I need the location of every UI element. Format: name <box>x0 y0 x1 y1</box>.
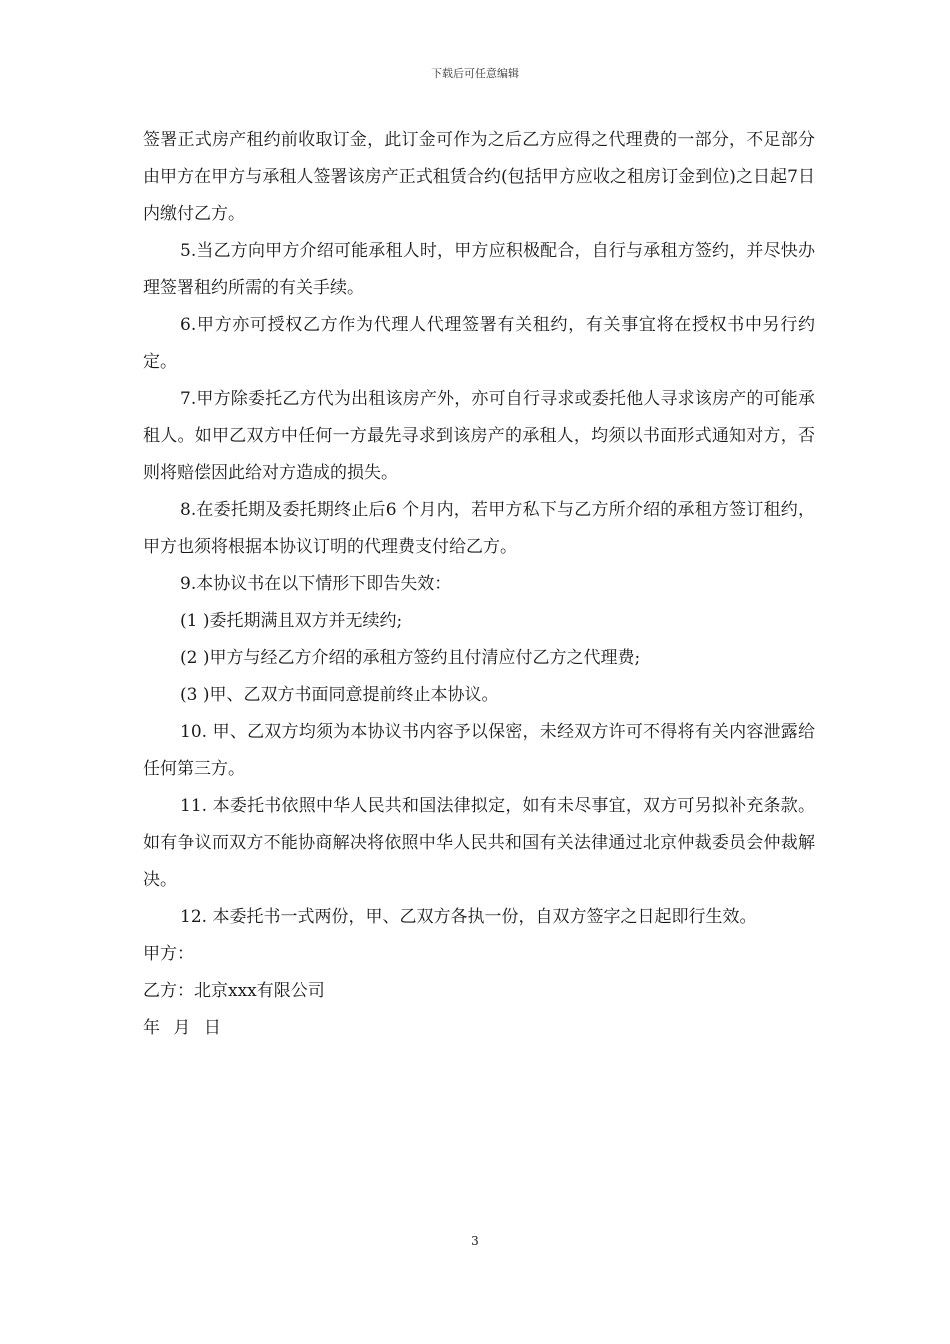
party-a-signature-line: 甲方： <box>143 944 194 964</box>
document-body <box>143 122 815 1047</box>
clause-9: 9.本协议书在以下情形下即告失效： <box>180 574 452 594</box>
clause-9-item-1: (1 )委托期满且双方并无续约; <box>180 611 403 631</box>
clause-9-item-3: (3 )甲、乙双方书面同意提前终止本协议。 <box>180 685 499 705</box>
clause-11: 11. 本委托书依照中华人民共和国法律拟定，如有未尽事宜，双方可另拟补充条款。如有争议而双方不能协商解决将依照中华人民共和国有关法律通过北京仲裁委员会仲裁解决。 <box>143 796 815 890</box>
date-month-label: 月 <box>173 1018 191 1038</box>
clause-7: 7.甲方除委托乙方代为出租该房产外，亦可自行寻求或委托他人寻求该房产的可能承租人。如甲乙双方中任何一方最先寻求到该房产的承租人，均须以书面形式通知对方，否则将赔偿因此给对方造成的损失。 <box>143 389 815 483</box>
page-header: 下载后可任意编辑 <box>431 67 519 80</box>
clause-5: 5.当乙方向甲方介绍可能承租人时，甲方应积极配合，自行与承租方签约，并尽快办理签署租约所需的有关手续。 <box>143 241 815 298</box>
page-number: 3 <box>471 1234 479 1248</box>
clause-6: 6.甲方亦可授权乙方作为代理人代理签署有关租约，有关事宜将在授权书中另行约定。 <box>143 315 815 372</box>
date-day-label: 日 <box>203 1018 221 1038</box>
clause-10: 10. 甲、乙双方均须为本协议书内容予以保密，未经双方许可不得将有关内容泄露给任何第三方。 <box>143 722 815 779</box>
signature-date-line <box>143 1010 815 1047</box>
clause-8: 8.在委托期及委托期终止后6 个月内，若甲方私下与乙方所介绍的承租方签订租约，甲方也须将根据本协议订明的代理费支付给乙方。 <box>143 500 815 557</box>
clause-9-item-2: (2 )甲方与经乙方介绍的承租方签约且付清应付乙方之代理费; <box>180 648 641 668</box>
party-b-signature-line: 乙方：北京xxx有限公司 <box>143 981 325 1001</box>
date-year-label: 年 <box>143 1018 160 1038</box>
clause-12: 12. 本委托书一式两份，甲、乙双方各执一份，自双方签字之日起即行生效。 <box>180 907 757 927</box>
paragraph-continuation: 签署正式房产租约前收取订金，此订金可作为之后乙方应得之代理费的一部分，不足部分由甲方在甲方与承租人签署该房产正式租赁合约(包括甲方应收之租房订金到位)之日起7日内缴付乙方。 <box>143 130 815 224</box>
